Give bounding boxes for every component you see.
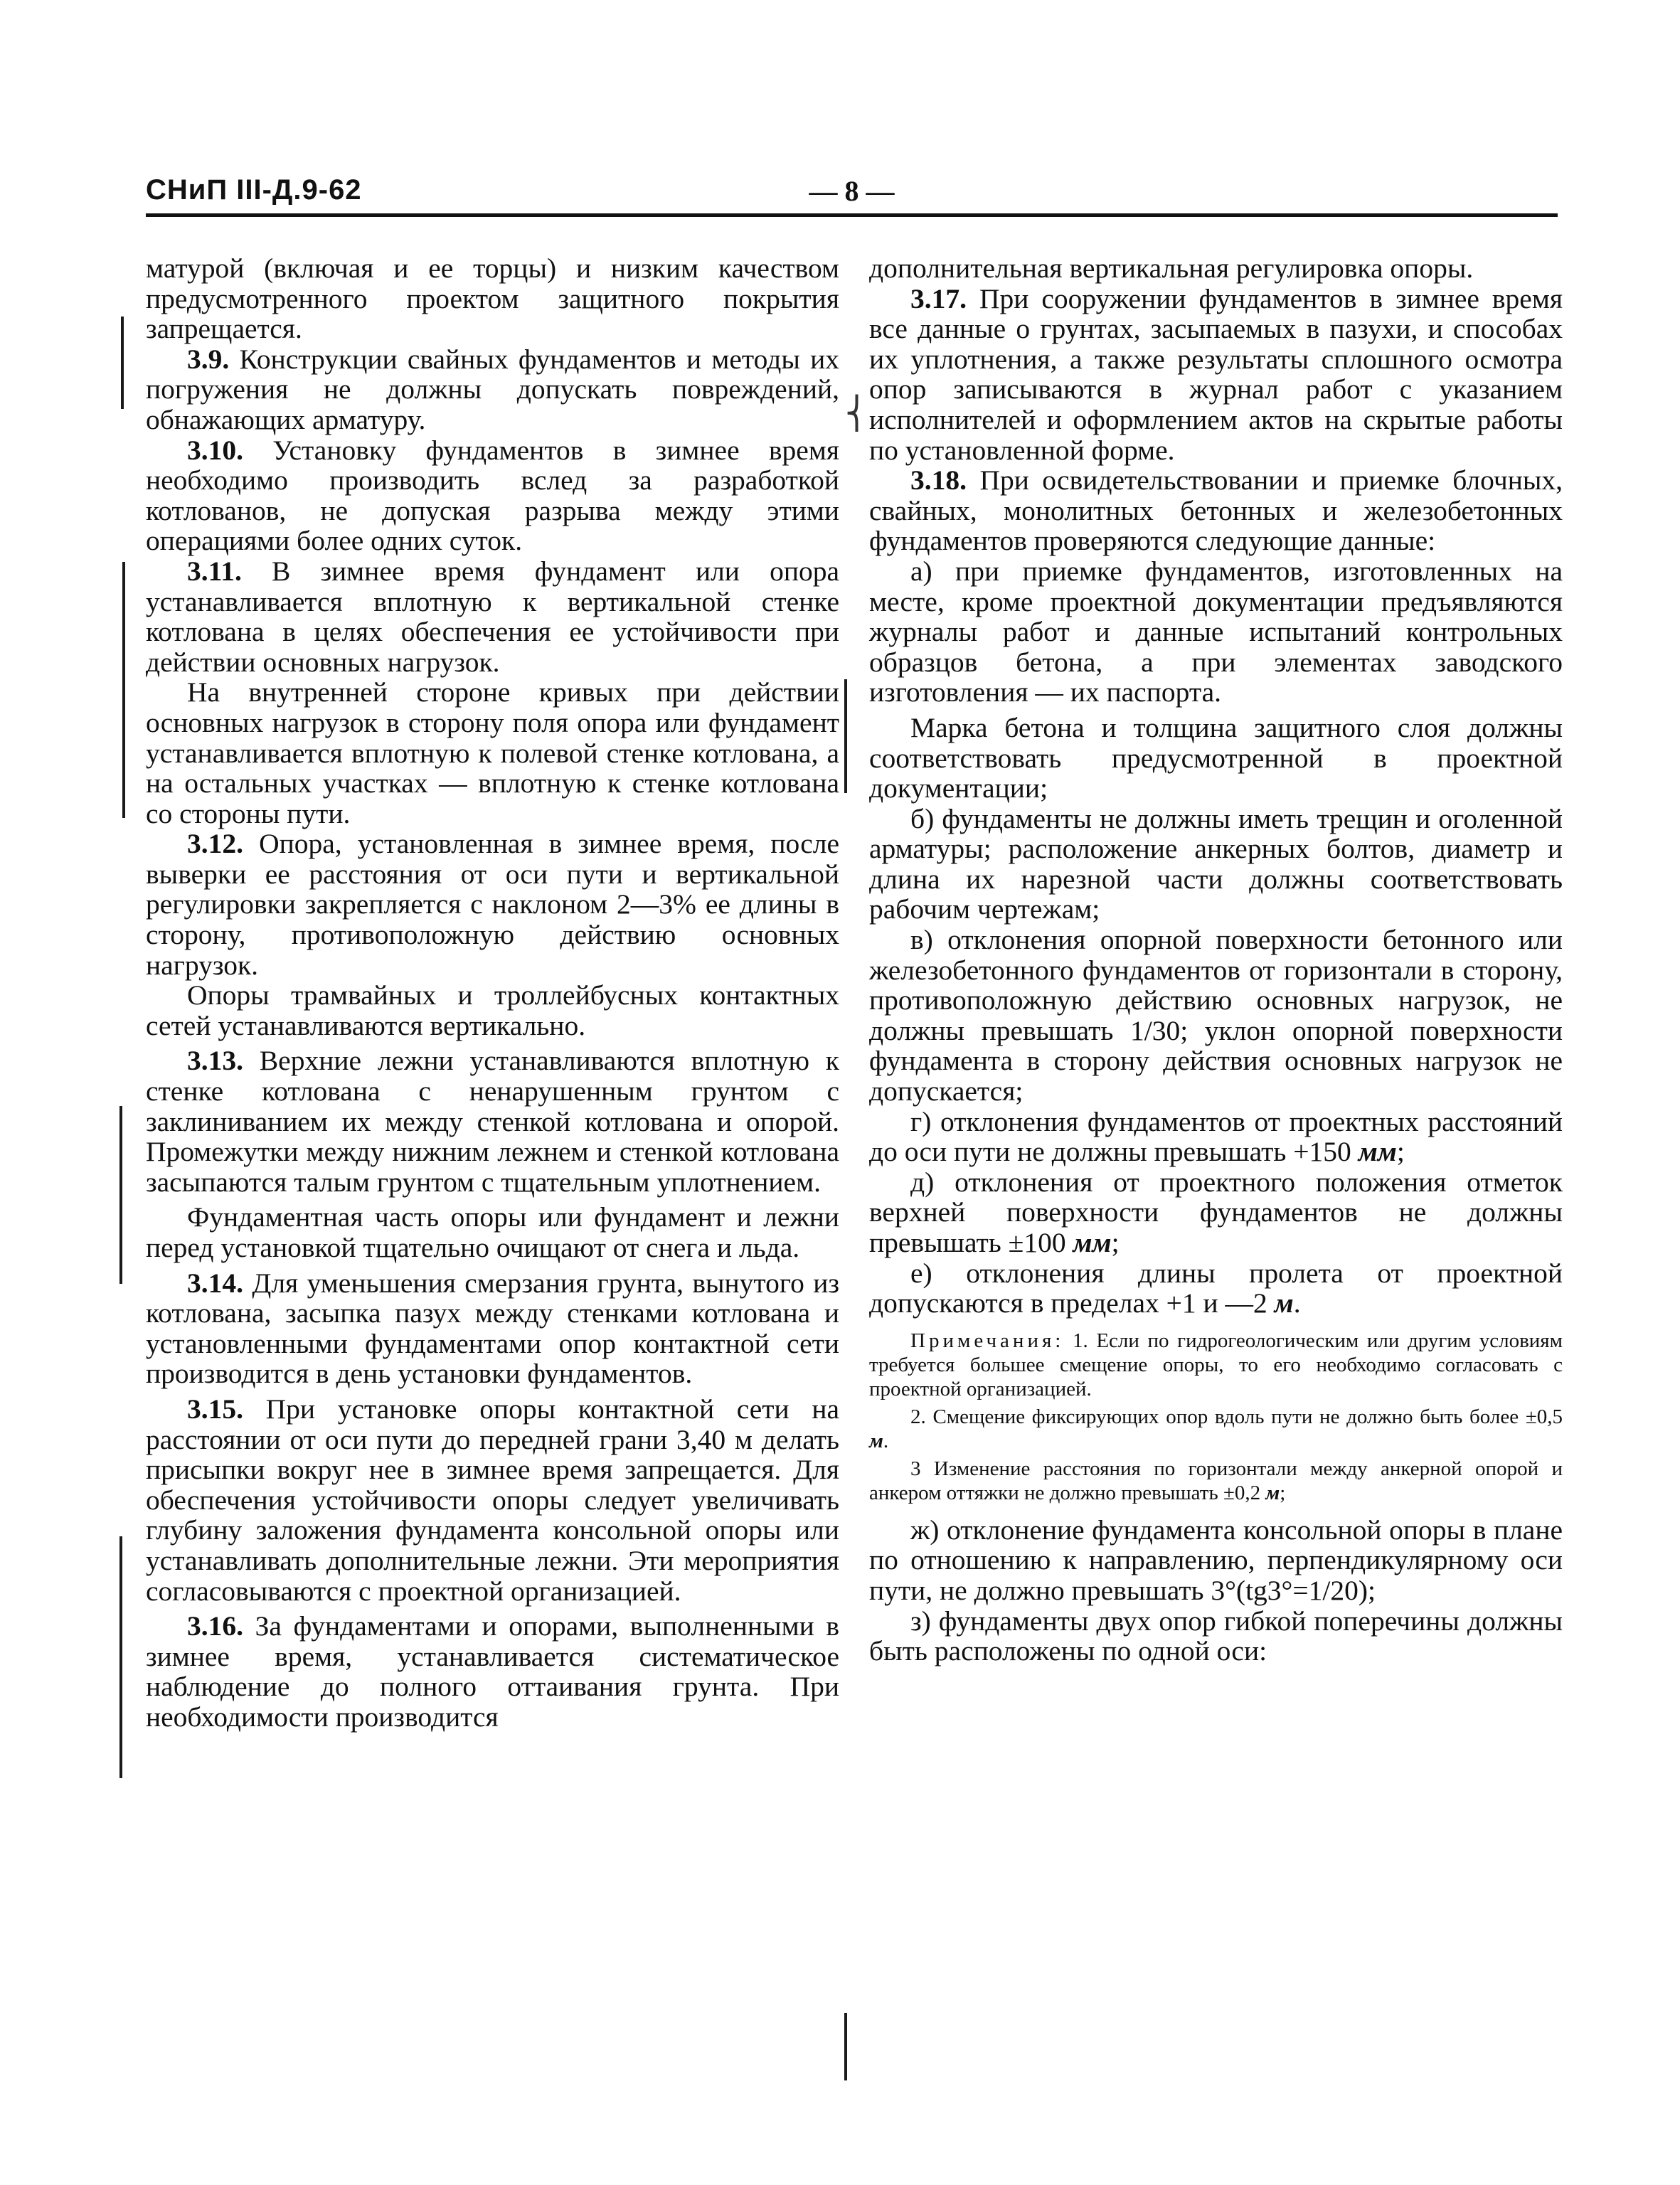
paragraph: з) фундаменты двух опор гибкой поперечины должны быть расположены по одной оси: [869,1605,1563,1667]
note-item: 3 Изменение расстояния по горизонтали между анкерной опорой и анкером оттяжки не должно превышать ±0,2 м; [869,1457,1563,1504]
header-rule [146,213,1558,217]
paragraph: 3.10. Установку фундаментов в зимнее время необходимо производить вслед за разработкой котлованов, не допуская разрыва между этими операциями более одних суток. [146,434,839,557]
paragraph: а) при приемке фундаментов, изготовленных на месте, кроме проектной документации предъявляются журналы работ и данные испытаний контрольных образцов бетона, а при элементах заводского изготовления — их паспорта. [869,555,1563,708]
page-number: — 8 — [809,175,895,207]
unit: м [1265,1481,1280,1504]
paragraph: д) отклонения от проектного положения отметок верхней поверхности фундаментов не должны превышать ±100 мм; [869,1166,1563,1258]
paragraph: На внутренней стороне кривых при действии основных нагрузок в сторону поля опора или фундамент устанавливается вплотную к полевой стенке котлована, а на остальных участках — вплотную к стенке котлована со стороны пути. [146,676,839,829]
paragraph: г) отклонения фундаментов от проектных расстояний до оси пути не должны превышать +150 мм; [869,1105,1563,1168]
revision-brace: ⎨ [845,396,868,431]
note-item: 2. Смещение фиксирующих опор вдоль пути не должно быть более ±0,5 м. [869,1405,1563,1452]
paragraph: 3.17. При сооружении фундаментов в зимнее время все данные о грунтах, засыпаемых в пазухи, и способах их уплотнения, а также результаты сплошного осмотра опор записываются в журнал работ с указанием исполнителей и оформлением актов на скрытые работы по установленной форме. [869,282,1563,466]
paragraph: 3.12. Опора, установленная в зимнее время, после выверки ее расстояния от оси пути и вертикальной регулировки закрепляется с наклоном 2—3% ее длины в сторону, противоположную действию основных нагрузок. [146,828,839,981]
paragraph: в) отклонения опорной поверхности бетонного или железобетонного фундаментов от горизонтали в сторону, противоположную действию основных нагрузок, не должны превышать 1/30; уклон опорной поверхности фундамента в сторону действия основных нагрузок не допускается; [869,924,1563,1107]
section-number: 3.9. [187,343,230,375]
section-number: 3.12. [187,828,243,860]
revision-bar [121,317,124,409]
paragraph: 3.18. При освидетельствовании и приемке блочных, свайных, монолитных бетонных и железобетонных фундаментов проверяются следующие данные: [869,464,1563,557]
revision-bar [844,2013,847,2080]
revision-bar [844,679,847,793]
section-number: 3.14. [187,1267,243,1299]
paragraph: б) фундаменты не должны иметь трещин и оголенной арматуры; расположение анкерных болтов, диаметр и длина их нарезной части должны соответствовать рабочим чертежам; [869,802,1563,925]
paragraph: 3.16. За фундаментами и опорами, выполненными в зимнее время, устанавливается систематическое наблюдение до полного оттаивания грунта. При необходимости производится [146,1610,839,1733]
notes-label: Примечания: [910,1329,1065,1352]
paragraph: 3.13. Верхние лежни устанавливаются вплотную к стенке котлована с ненарушенным грунтом с заклиниванием их между стенкой котлована и опорой. Промежутки между нижним лежнем и стенкой котлована засыпаются талым грунтом с тщательным уплотнением. [146,1045,839,1198]
paragraph: Марка бетона и толщина защитного слоя должны соответствовать предусмотренной в проектной документации; [869,711,1563,804]
paragraph: 3.15. При установке опоры контактной сети на расстоянии от оси пути до передней грани 3,40 м делать присыпки вокруг нее в зимнее время запрещается. Для обеспечения устойчивости опоры следует увеличивать глубину заложения фундамента консольной опоры или устанавливать дополнительные лежни. Эти мероприятия согласовываются с проектной организацией. [146,1393,839,1607]
revision-bar [119,1536,122,1778]
section-number: 3.17. [910,282,967,314]
section-number: 3.16. [187,1610,243,1642]
paragraph: 3.11. В зимнее время фундамент или опора устанавливается вплотную к вертикальной стенке котлована в целях обеспечения ее устойчивости при действии основных нагрузок. [146,555,839,678]
notes-block [869,1329,1563,1505]
revision-bar [122,562,125,818]
left-column [146,253,839,1733]
paragraph: 3.9. Конструкции свайных фундаментов и методы их погружения не должны допускать повреждений, обнажающих арматуру. [146,343,839,435]
note-item: Примечания: 1. Если по гидрогеологическим или другим условиям требуется большее смещение опоры, то его необходимо согласовать с проектной организацией. [869,1329,1563,1400]
document-code: СНиП III-Д.9-62 [146,174,362,206]
paragraph: дополнительная вертикальная регулировка опоры. [869,252,1474,284]
paragraph: е) отклонения длины пролета от проектной допускаются в пределах +1 и —2 м. [869,1257,1563,1319]
unit: м [1274,1287,1294,1319]
paragraph: Опоры трамвайных и троллейбусных контактных сетей устанавливаются вертикально. [146,979,839,1041]
revision-bar [119,1106,122,1284]
section-number: 3.11. [187,555,242,587]
right-column [869,253,1563,1666]
paragraph: Фундаментная часть опоры или фундамент и лежни перед установкой тщательно очищают от снега и льда. [146,1201,839,1263]
paragraph: матурой (включая и ее торцы) и низким качеством предусмотренного проектом защитного покрытия запрещается. [146,252,839,345]
unit: м [869,1429,883,1452]
section-number: 3.13. [187,1045,243,1077]
unit: мм [1073,1227,1112,1258]
section-number: 3.18. [910,464,967,496]
unit: мм [1358,1136,1397,1168]
section-number: 3.15. [187,1393,243,1425]
paragraph: 3.14. Для уменьшения смерзания грунта, вынутого из котлована, засыпка пазух между стенками котлована и установленными фундаментами опор контактной сети производится в день установки фундаментов. [146,1267,839,1390]
page-header [146,174,1558,217]
section-number: 3.10. [187,434,243,466]
paragraph: ж) отклонение фундамента консольной опоры в плане по отношению к направлению, перпендикулярному оси пути, не должно превышать 3°(tg3°=1/20); [869,1514,1563,1606]
